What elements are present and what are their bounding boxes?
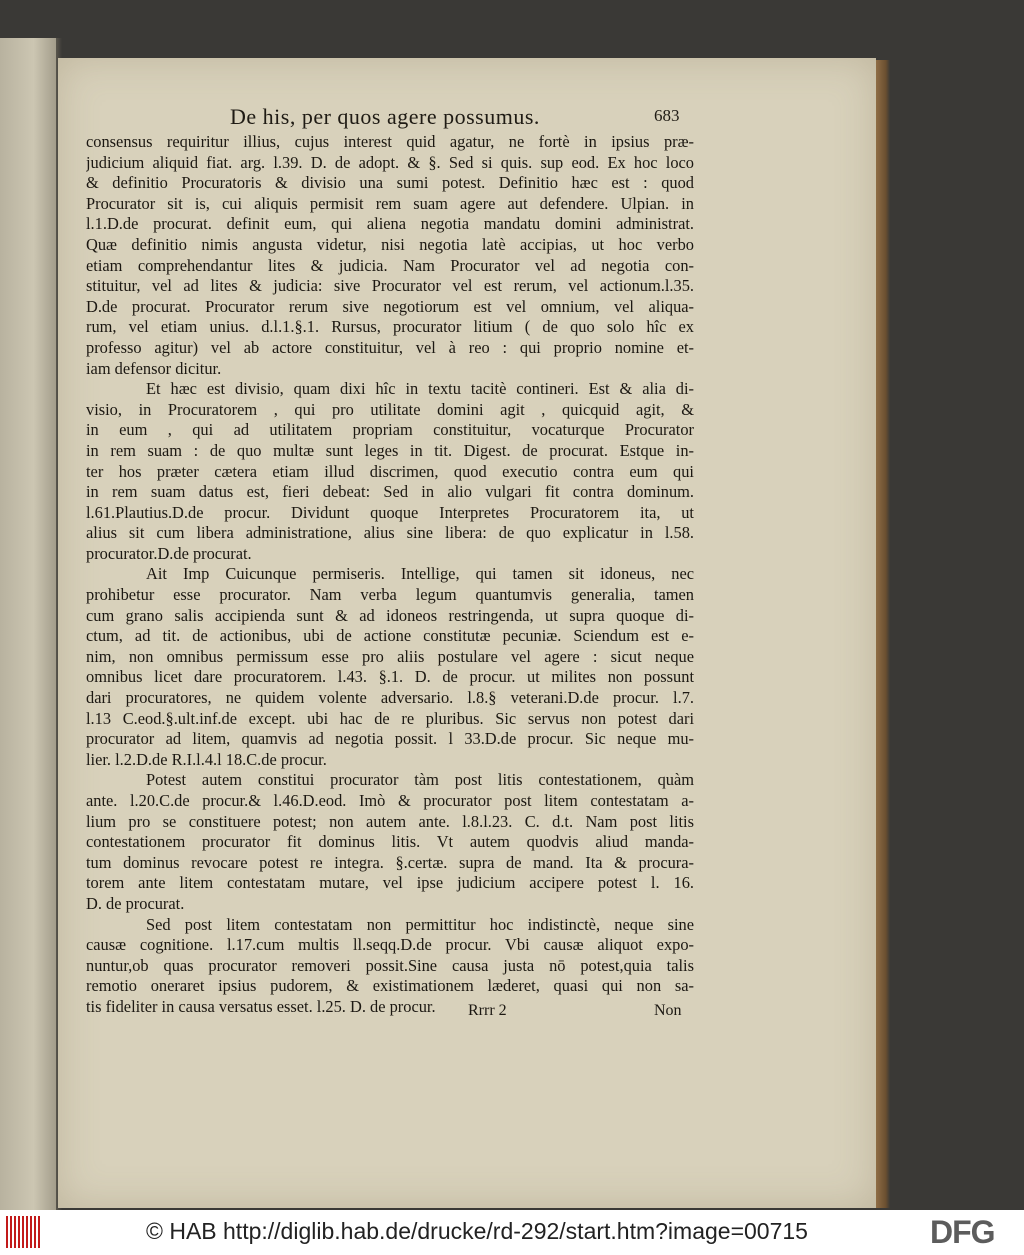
text-line: prohibetur esse procurator. Nam verba legum quantumvis generalia, tamen xyxy=(86,585,694,605)
copyright-url[interactable]: © HAB http://diglib.hab.de/drucke/rd-292/start.htm?image=00715 xyxy=(146,1218,808,1244)
text-line: etiam comprehendantur lites & judicia. Nam Procurator vel ad negotia con- xyxy=(86,255,694,275)
text-line: tis fideliter in causa versatus esset. l.25. D. de procur. xyxy=(86,996,436,1016)
text-line: professo agitur) vel ab actore constituitur, vel à reo : qui proprio nomine et- xyxy=(86,337,694,357)
text-line: ter hos præter cætera etiam illud discrimen, quod executio contra eum qui xyxy=(86,461,694,481)
text-line: lium pro se constituere potest; non autem ante. l.8.l.23. C. d.t. Nam post litis xyxy=(86,811,694,831)
text-line: Procurator sit is, cui aliquis permisit rem suam agere aut defendere. Ulpian. in xyxy=(86,193,694,213)
text-line: Sed post litem contestatam non permittitur hoc indistinctè, neque sine xyxy=(146,914,694,934)
running-title: De his, per quos agere possumus. xyxy=(230,104,540,129)
body-text xyxy=(86,132,694,1018)
text-line: l.61.Plautius.D.de procur. Dividunt quoque Interpretes Procuratorem ita, ut xyxy=(86,502,694,522)
text-line: iam defensor dicitur. xyxy=(86,358,222,378)
text-line: remotio oneraret ipsius pudorem, & existimationem læderet, quasi qui non sa- xyxy=(86,976,694,996)
page-side-edge xyxy=(876,60,890,1208)
text-line: D.de procurat. Procurator rerum sive negotiorum est vel omnium, vel aliqua- xyxy=(86,296,694,316)
text-line: visio, in Procuratorem , qui pro utilitate domini agit , quicquid agit, & xyxy=(86,399,694,419)
page-number: 683 xyxy=(654,106,680,125)
text-line: Ait Imp Cuicunque permiseris. Intellige, qui tamen sit idoneus, nec xyxy=(146,564,694,584)
text-line: procurator ad litem, quamvis ad negotia possit. l 33.D.de procur. Sic neque mu- xyxy=(86,729,694,749)
text-line: dari procuratores, ne quidem volente adversario. l.8.§ veterani.D.de procur. l.7. xyxy=(86,688,694,708)
text-line: Et hæc est divisio, quam dixi hîc in textu tacitè contineri. Est & alia di- xyxy=(146,379,694,399)
text-line: causæ cognitione. l.17.cum multis ll.seqq.D.de procur. Vbi causæ aliquot expo- xyxy=(86,935,694,955)
text-line: procurator.D.de procurat. xyxy=(86,543,252,563)
text-line: stituitur, vel ad lites & judicia: sive Procurator vel est rerum, vel actionum.l.35. xyxy=(86,276,694,296)
text-line: omnibus licet dare procuratorem. l.43. §.1. D. de procur. ut milites non possunt xyxy=(86,667,694,687)
text-line: ante. l.20.C.de procur.& l.46.D.eod. Imò & procurator post litem contestatam a- xyxy=(86,791,694,810)
scanned-page xyxy=(58,58,876,1208)
page-header xyxy=(58,104,876,134)
text-line: Quæ definitio nimis angusta videtur, nisi negotia latè accipias, ut hoc verbo xyxy=(86,234,694,254)
text-line: lier. l.2.D.de R.I.l.4.l 18.C.de procur. xyxy=(86,749,327,769)
signature-mark: Rrrr 2 xyxy=(468,1002,507,1019)
text-line: cum grano salis accipienda sunt & ad idoneos restringenda, ut supra quoque di- xyxy=(86,605,694,625)
text-line: alius sit cum libera administratione, alius sine libera: de quo explicatur in l.58. xyxy=(86,523,694,543)
text-line: D. de procurat. xyxy=(86,893,185,913)
text-line: l.13 C.eod.§.ult.inf.de except. ubi hac de re pluribus. Sic servus non potest dari xyxy=(86,708,694,728)
text-line: in eum , qui ad utilitatem propriam constituitur, vocaturque Procurator xyxy=(86,420,694,440)
text-line: ctum, ad tit. de actionibus, ubi de actione constitutæ pecuniæ. Sciendum est e- xyxy=(86,626,694,646)
text-line: consensus requiritur illius, cujus interest quid agatur, ne fortè in ipsius præ- xyxy=(86,132,694,151)
catchword: Non xyxy=(654,1002,682,1019)
text-line: judicium aliquid fiat. arg. l.39. D. de adopt. & §. Sed si quis. sup eod. Ex hoc loco xyxy=(86,152,694,172)
text-line: in rem suam datus est, fieri debeat: Sed in alio vulgari fit contra dominum. xyxy=(86,482,694,502)
text-line: in rem suam : de quo multæ sunt leges in tit. Digest. de procurat. Estque in- xyxy=(86,440,694,460)
text-line: nuntur,ob quas procurator removeri possit.Sine causa justa nō potest,quia talis xyxy=(86,955,694,975)
text-line: contestationem procurator fit dominus litis. Vt autem quodvis aliud manda- xyxy=(86,832,694,852)
text-line: Potest autem constitui procurator tàm post litis contestationem, quàm xyxy=(146,770,694,790)
hab-barcode-icon xyxy=(6,1216,42,1248)
text-line: rum, vel etiam unius. d.l.1.§.1. Rursus, procurator litium ( de quo solo hîc ex xyxy=(86,317,694,337)
dfg-logo: DFG xyxy=(930,1214,995,1250)
text-line: nim, non omnibus permissum esse pro aliis postulare vel agere : sicut neque xyxy=(86,646,694,666)
previous-page-edge xyxy=(0,38,57,1210)
text-line: & definitio Procuratoris & divisio una sumi potest. Definitio hæc est : quod xyxy=(86,173,694,193)
signature-line xyxy=(58,1002,876,1026)
text-line: torem ante litem contestatam mutare, vel ipse judicium accipere potest l. 16. xyxy=(86,873,694,893)
text-line: l.1.D.de procurat. definit eum, qui aliena negotia mandatu domini administrat. xyxy=(86,214,694,234)
viewer-footer xyxy=(0,1210,1024,1255)
text-line: tum dominus revocare potest re integra. §.certæ. supra de mand. Ita & procura- xyxy=(86,852,694,872)
